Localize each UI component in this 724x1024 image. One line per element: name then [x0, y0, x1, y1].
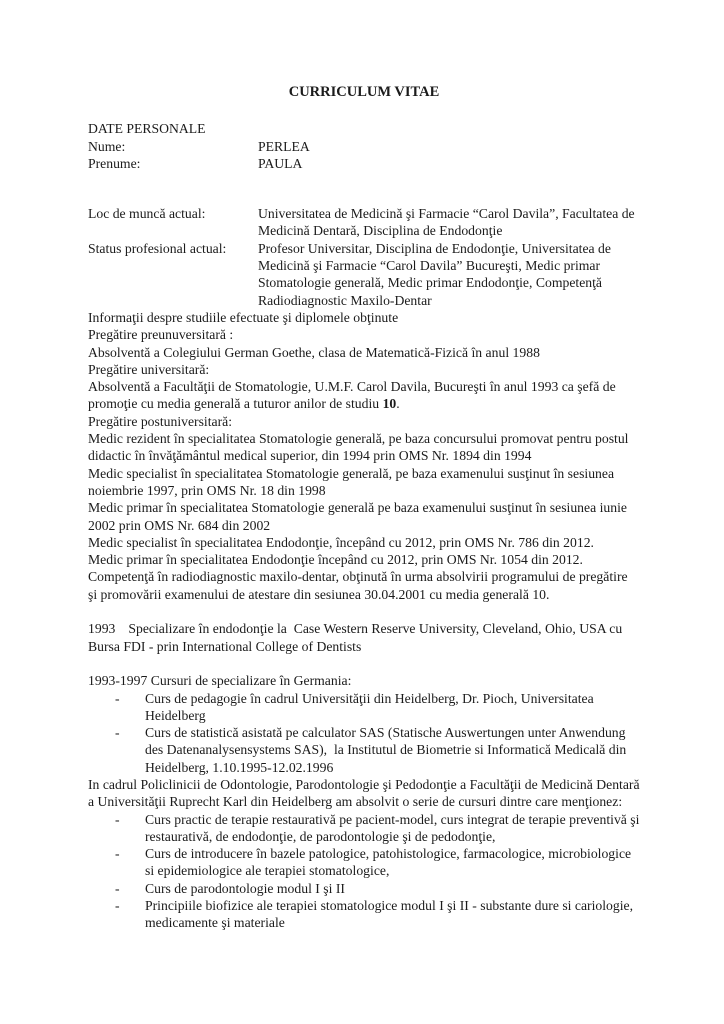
- field-value-status: Profesor Universitar, Disciplina de Endodonţie, Universitatea de Medicină şi Farmacie “Carol Davila” Bucureşti, Medic primar Stomatologie generală, Medic primar Endodonţie, Competenţă Radiodiagnostic Maxilo-Dentar: [258, 240, 611, 308]
- university-label: Pregătire universitară:: [88, 361, 210, 377]
- bullet-item: [88, 897, 640, 932]
- university-grade: 10: [382, 396, 397, 412]
- dash-marker: -: [115, 898, 120, 914]
- university-text-pre: Absolventă a Facultăţii de Stomatologie, U.M.F. Carol Davila, Bucureşti în anul 1993 ca şefă de promoţie cu media generală a tuturor anilor de studiu: [88, 379, 616, 412]
- bullet-text: Curs de introducere în bazele patologice, patohistologice, farmacologice, microbiologice si epidemiologice ale terapiei stomatologice,: [145, 846, 632, 879]
- studies-heading: Informaţii despre studiile efectuate şi diplomele obţinute: [88, 309, 399, 325]
- post-university-item: Competenţă în radiodiagnostic maxilo-dentar, obţinută în urma absolvirii programului de pregătire şi promovării examenului de atestare din sesiunea 30.04.2001 cu media generală 10.: [88, 569, 628, 602]
- field-label-prenume: Prenume:: [88, 155, 141, 171]
- post-university-item: Medic rezident în specialitatea Stomatologie generală, pe baza concursului promovat pentru postul didactic în învăţământul medical superior, din 1994 prin OMS Nr. 1894 din 1994: [88, 431, 629, 464]
- field-label-nume: Nume:: [88, 138, 126, 154]
- vertical-spacer: [88, 655, 640, 672]
- bullet-text: Curs de statistică asistată pe calculator SAS (Statische Auswertungen unter Anwendung des Datenanalysensystems SAS), la Institutul de Biometrie si Informatică Medicală din Heidelberg, 1.10.1995-12.02.1996: [145, 725, 630, 775]
- bullet-item: [88, 690, 640, 725]
- position-row-status: [88, 240, 640, 309]
- personal-data-section: [88, 120, 640, 172]
- pre-university-label: Pregătire preunuversitară :: [88, 327, 234, 343]
- bullet-item: [88, 880, 640, 897]
- bullet-item: [88, 811, 640, 846]
- dash-marker: -: [115, 846, 120, 862]
- field-value-prenume: PAULA: [258, 155, 303, 171]
- vertical-spacer: [88, 172, 640, 205]
- heidelberg-paragraph: In cadrul Policlinicii de Odontologie, Parodontologie şi Pedodonţie a Facultăţii de Medicină Dentară a Universităţii Ruprecht Karl din Heidelberg am absolvit o serie de cursuri dintre care menţionez:: [88, 776, 640, 810]
- personal-section-heading: DATE PERSONALE: [88, 121, 206, 137]
- bullet-text: Curs de pedagogie în cadrul Universităţii din Heidelberg, Dr. Pioch, Universitatea Heidelberg: [145, 690, 598, 723]
- post-university-item: Medic specialist în specialitatea Stomatologie generală, pe baza examenului susţinut în sesiunea noiembrie 1997, prin OMS Nr. 18 din 1998: [88, 465, 615, 498]
- bullet-item: [88, 845, 640, 880]
- bullet-text: Curs de parodontologie modul I şi II: [145, 880, 345, 896]
- personal-row-prenume: [88, 155, 640, 172]
- field-label-workplace: Loc de muncă actual:: [88, 206, 206, 222]
- bullet-text: Principiile biofizice ale terapiei stomatologice modul I şi II - substante dure si cariologie, medicamente şi materiale: [145, 898, 634, 931]
- position-section: [88, 205, 640, 309]
- dash-marker: -: [115, 690, 120, 706]
- position-row-workplace: [88, 205, 640, 240]
- post-university-item: Medic primar în specialitatea Endodonţie începând cu 2012, prin OMS Nr. 1054 din 2012.: [88, 552, 583, 568]
- post-university-label: Pregătire postuniversitară:: [88, 413, 233, 429]
- dash-marker: -: [115, 880, 120, 896]
- germany-courses-section: [88, 672, 640, 931]
- heidelberg-course-list: [88, 811, 640, 932]
- post-university-item: Medic primar în specialitatea Stomatologie generală pe baza examenului susţinut în sesiunea iunie 2002 prin OMS Nr. 684 din 2002: [88, 500, 627, 533]
- bullet-text: Curs practic de terapie restaurativă pe pacient-model, curs integrat de terapie preventivă şi restaurativă, de endodonţie, de parodontologie şi de pedodonţie,: [145, 811, 640, 844]
- field-value-nume: PERLEA: [258, 138, 310, 154]
- bullet-item: [88, 724, 640, 776]
- field-value-workplace: Universitatea de Medicină şi Farmacie “Carol Davila”, Facultatea de Medicină Dentară, Disciplina de Endodonţie: [258, 206, 635, 239]
- university-text-post: .: [396, 396, 400, 412]
- dash-marker: -: [115, 811, 120, 827]
- studies-section: [88, 309, 640, 603]
- germany-heading: 1993-1997 Cursuri de specializare în Germania:: [88, 673, 352, 689]
- specialization-1993-paragraph: [88, 620, 640, 655]
- pre-university-text: Absolventă a Colegiului German Goethe, clasa de Matematică-Fizică în anul 1988: [88, 344, 540, 360]
- specialization-year: 1993: [88, 621, 116, 637]
- university-text: [88, 378, 640, 413]
- germany-course-list: [88, 690, 640, 776]
- document-title: CURRICULUM VITAE: [288, 84, 440, 100]
- field-label-status: Status profesional actual:: [88, 240, 227, 256]
- personal-row-nume: [88, 138, 640, 155]
- dash-marker: -: [115, 725, 120, 741]
- vertical-spacer: [88, 603, 640, 620]
- specialization-text: Specializare în endodonţie la Case Western Reserve University, Cleveland, Ohio, USA cu Bursa FDI - prin International College of Dentists: [88, 621, 626, 654]
- post-university-item: Medic specialist în specialitatea Endodonţie, începând cu 2012, prin OMS Nr. 786 din 2012.: [88, 534, 594, 550]
